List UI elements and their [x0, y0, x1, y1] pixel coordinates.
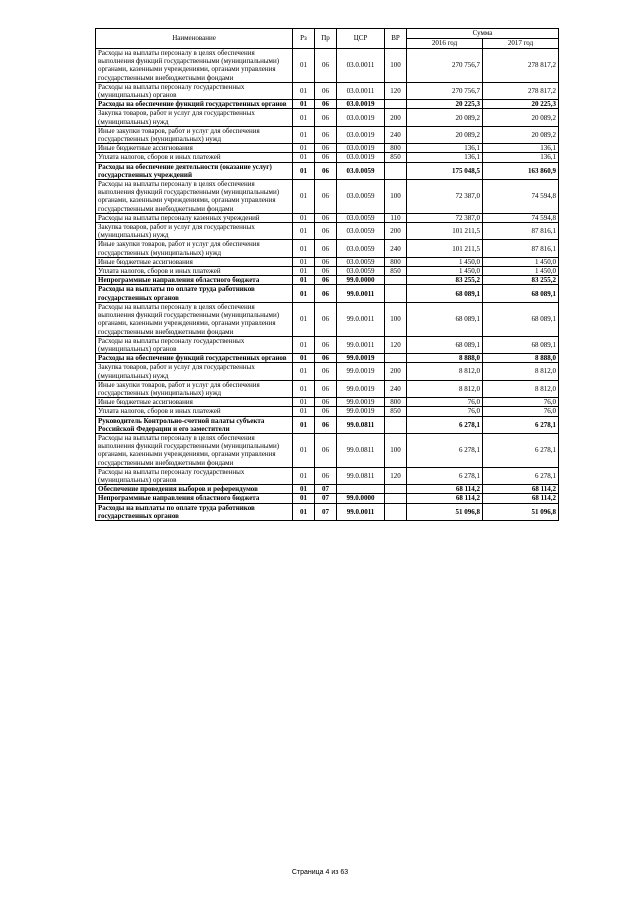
table-row — [96, 82, 559, 99]
row-pr: 06 — [315, 285, 337, 302]
row-rz: 01 — [293, 407, 315, 416]
row-rz: 01 — [293, 276, 315, 285]
row-rz: 01 — [293, 109, 315, 126]
row-csr: 03.0.0019 — [337, 126, 385, 143]
table-row — [96, 354, 559, 363]
row-vr: 240 — [385, 126, 407, 143]
row-rz: 01 — [293, 100, 315, 109]
table-header — [96, 29, 559, 49]
row-pr: 06 — [315, 82, 337, 99]
table-row — [96, 267, 559, 276]
row-sum-2017: 20 089,2 — [483, 109, 559, 126]
row-vr — [385, 494, 407, 503]
row-name: Иные закупки товаров, работ и услуг для обеспечения государственных (муниципальных) нужд — [96, 380, 293, 397]
row-csr: 03.0.0059 — [337, 223, 385, 240]
row-vr: 100 — [385, 49, 407, 83]
row-name: Расходы на выплаты персоналу в целях обеспечения выполнения функций государственными (муниципальными) органами, казенными учреждениями, органами управления государственными внебюджетными фондами — [96, 180, 293, 214]
header-year-2017: 2017 год — [483, 39, 559, 49]
row-rz: 01 — [293, 302, 315, 336]
row-sum-2017: 6 278,1 — [483, 416, 559, 433]
row-rz: 01 — [293, 49, 315, 83]
row-sum-2016: 8 812,0 — [407, 380, 483, 397]
row-csr: 99.0.0019 — [337, 363, 385, 380]
row-sum-2016: 72 387,0 — [407, 180, 483, 214]
row-name: Закупка товаров, работ и услуг для государственных (муниципальных) нужд — [96, 109, 293, 126]
row-csr: 99.0.0811 — [337, 416, 385, 433]
row-sum-2016: 101 211,5 — [407, 223, 483, 240]
row-pr: 06 — [315, 363, 337, 380]
row-pr: 06 — [315, 336, 337, 353]
row-vr — [385, 503, 407, 520]
row-sum-2017: 278 817,2 — [483, 82, 559, 99]
row-sum-2016: 20 089,2 — [407, 109, 483, 126]
row-pr: 06 — [315, 302, 337, 336]
row-sum-2017: 74 594,8 — [483, 213, 559, 222]
row-sum-2016: 72 387,0 — [407, 213, 483, 222]
row-pr: 06 — [315, 223, 337, 240]
row-pr: 06 — [315, 240, 337, 257]
row-csr: 99.0.0011 — [337, 285, 385, 302]
row-name: Расходы на обеспечение функций государственных органов — [96, 354, 293, 363]
table-row — [96, 240, 559, 257]
row-sum-2017: 278 817,2 — [483, 49, 559, 83]
header-name: Наименование — [96, 29, 293, 49]
row-pr: 06 — [315, 380, 337, 397]
row-pr: 06 — [315, 144, 337, 153]
row-name: Расходы на выплаты персоналу государственных (муниципальных) органов — [96, 336, 293, 353]
row-name: Обеспечение проведения выборов и референдумов — [96, 485, 293, 494]
row-csr: 99.0.0011 — [337, 503, 385, 520]
row-rz: 01 — [293, 503, 315, 520]
table-row — [96, 213, 559, 222]
table-row — [96, 180, 559, 214]
row-pr: 07 — [315, 503, 337, 520]
row-sum-2016: 68 114,2 — [407, 494, 483, 503]
row-csr: 03.0.0019 — [337, 144, 385, 153]
header-vr: ВР — [385, 29, 407, 49]
row-sum-2017: 163 860,9 — [483, 162, 559, 179]
table-row — [96, 109, 559, 126]
row-pr: 07 — [315, 485, 337, 494]
row-pr: 06 — [315, 276, 337, 285]
row-name: Непрограммные направления областного бюджета — [96, 276, 293, 285]
row-csr: 03.0.0059 — [337, 213, 385, 222]
row-sum-2016: 76,0 — [407, 398, 483, 407]
row-name: Уплата налогов, сборов и иных платежей — [96, 153, 293, 162]
row-csr: 03.0.0011 — [337, 49, 385, 83]
row-vr: 110 — [385, 213, 407, 222]
row-pr: 06 — [315, 109, 337, 126]
row-sum-2016: 6 278,1 — [407, 416, 483, 433]
row-sum-2017: 87 816,1 — [483, 223, 559, 240]
row-rz: 01 — [293, 162, 315, 179]
table-body — [96, 49, 559, 521]
row-pr: 06 — [315, 467, 337, 484]
row-name: Иные закупки товаров, работ и услуг для обеспечения государственных (муниципальных) нужд — [96, 240, 293, 257]
row-rz: 01 — [293, 485, 315, 494]
row-vr: 200 — [385, 363, 407, 380]
table-row — [96, 285, 559, 302]
row-csr: 99.0.0011 — [337, 336, 385, 353]
header-year-2016: 2016 год — [407, 39, 483, 49]
row-csr: 03.0.0019 — [337, 109, 385, 126]
row-vr: 800 — [385, 257, 407, 266]
row-sum-2017: 1 450,0 — [483, 267, 559, 276]
row-name: Расходы на обеспечение деятельности (оказание услуг) государственных учреждений — [96, 162, 293, 179]
table-row — [96, 276, 559, 285]
row-csr: 99.0.0019 — [337, 380, 385, 397]
row-sum-2016: 68 114,2 — [407, 485, 483, 494]
row-pr: 06 — [315, 407, 337, 416]
row-sum-2017: 76,0 — [483, 407, 559, 416]
row-rz: 01 — [293, 494, 315, 503]
row-vr: 240 — [385, 380, 407, 397]
table-row — [96, 126, 559, 143]
row-name: Непрограммные направления областного бюджета — [96, 494, 293, 503]
table-row — [96, 49, 559, 83]
row-name: Иные бюджетные ассигнования — [96, 398, 293, 407]
row-csr: 99.0.0019 — [337, 354, 385, 363]
table-row — [96, 144, 559, 153]
row-vr — [385, 416, 407, 433]
row-sum-2017: 136,1 — [483, 153, 559, 162]
row-vr: 200 — [385, 223, 407, 240]
row-name: Расходы на выплаты персоналу казенных учреждений — [96, 213, 293, 222]
row-name: Уплата налогов, сборов и иных платежей — [96, 407, 293, 416]
row-rz: 01 — [293, 467, 315, 484]
row-sum-2016: 68 089,1 — [407, 302, 483, 336]
row-rz: 01 — [293, 257, 315, 266]
row-csr: 03.0.0059 — [337, 257, 385, 266]
row-name: Иные бюджетные ассигнования — [96, 257, 293, 266]
table-row — [96, 380, 559, 397]
header-row-top — [96, 29, 559, 39]
row-name: Расходы на выплаты по оплате труда работников государственных органов — [96, 503, 293, 520]
row-sum-2016: 8 812,0 — [407, 363, 483, 380]
row-rz: 01 — [293, 126, 315, 143]
row-pr: 06 — [315, 354, 337, 363]
row-sum-2017: 8 812,0 — [483, 380, 559, 397]
row-name: Расходы на выплаты персоналу государственных (муниципальных) органов — [96, 467, 293, 484]
row-pr: 06 — [315, 398, 337, 407]
row-pr: 06 — [315, 100, 337, 109]
row-vr: 240 — [385, 240, 407, 257]
row-sum-2016: 101 211,5 — [407, 240, 483, 257]
row-name: Закупка товаров, работ и услуг для государственных (муниципальных) нужд — [96, 363, 293, 380]
table-row — [96, 257, 559, 266]
row-csr: 03.0.0059 — [337, 240, 385, 257]
table-row — [96, 407, 559, 416]
row-vr — [385, 485, 407, 494]
table-row — [96, 416, 559, 433]
row-pr: 06 — [315, 49, 337, 83]
row-csr: 03.0.0059 — [337, 267, 385, 276]
row-name: Иные закупки товаров, работ и услуг для обеспечения государственных (муниципальных) нужд — [96, 126, 293, 143]
table-row — [96, 398, 559, 407]
row-sum-2017: 8 812,0 — [483, 363, 559, 380]
row-name: Руководитель Контрольно-счетной палаты субъекта Российской Федерации и его заместители — [96, 416, 293, 433]
row-rz: 01 — [293, 380, 315, 397]
row-sum-2017: 136,1 — [483, 144, 559, 153]
row-sum-2016: 20 089,2 — [407, 126, 483, 143]
row-sum-2017: 20 225,3 — [483, 100, 559, 109]
row-sum-2017: 1 450,0 — [483, 257, 559, 266]
row-csr: 03.0.0019 — [337, 100, 385, 109]
row-sum-2016: 6 278,1 — [407, 433, 483, 467]
row-sum-2016: 136,1 — [407, 144, 483, 153]
row-sum-2017: 8 888,0 — [483, 354, 559, 363]
row-sum-2017: 6 278,1 — [483, 433, 559, 467]
row-vr — [385, 276, 407, 285]
row-sum-2017: 74 594,8 — [483, 180, 559, 214]
row-csr: 99.0.0000 — [337, 494, 385, 503]
row-rz: 01 — [293, 82, 315, 99]
row-vr: 200 — [385, 109, 407, 126]
table-row — [96, 153, 559, 162]
row-name: Уплата налогов, сборов и иных платежей — [96, 267, 293, 276]
row-vr: 100 — [385, 302, 407, 336]
row-rz: 01 — [293, 223, 315, 240]
row-pr: 07 — [315, 494, 337, 503]
row-name: Расходы на выплаты персоналу в целях обеспечения выполнения функций государственными (муниципальными) органами, казенными учреждениями, органами управления государственными внебюджетными фондами — [96, 49, 293, 83]
row-name: Расходы на выплаты персоналу в целях обеспечения выполнения функций государственными (муниципальными) органами, казенными учреждениями, органами управления государственными внебюджетными фондами — [96, 433, 293, 467]
row-vr: 120 — [385, 467, 407, 484]
row-rz: 01 — [293, 285, 315, 302]
row-rz: 01 — [293, 153, 315, 162]
row-vr: 100 — [385, 180, 407, 214]
row-sum-2016: 1 450,0 — [407, 267, 483, 276]
row-sum-2017: 20 089,2 — [483, 126, 559, 143]
row-sum-2016: 83 255,2 — [407, 276, 483, 285]
row-name: Расходы на выплаты по оплате труда работников государственных органов — [96, 285, 293, 302]
row-sum-2016: 270 756,7 — [407, 82, 483, 99]
row-vr: 800 — [385, 144, 407, 153]
row-csr: 99.0.0011 — [337, 302, 385, 336]
row-sum-2017: 68 089,1 — [483, 285, 559, 302]
row-sum-2016: 20 225,3 — [407, 100, 483, 109]
row-rz: 01 — [293, 267, 315, 276]
row-rz: 01 — [293, 144, 315, 153]
budget-table — [95, 28, 559, 521]
row-sum-2017: 87 816,1 — [483, 240, 559, 257]
row-pr: 06 — [315, 162, 337, 179]
header-sum: Сумма — [407, 29, 559, 39]
row-rz: 01 — [293, 336, 315, 353]
row-pr: 06 — [315, 180, 337, 214]
row-sum-2017: 68 114,2 — [483, 485, 559, 494]
row-sum-2016: 6 278,1 — [407, 467, 483, 484]
row-sum-2016: 51 096,8 — [407, 503, 483, 520]
table-row — [96, 100, 559, 109]
row-rz: 01 — [293, 398, 315, 407]
row-csr: 03.0.0011 — [337, 82, 385, 99]
row-pr: 06 — [315, 153, 337, 162]
row-vr — [385, 162, 407, 179]
row-vr: 120 — [385, 336, 407, 353]
row-pr: 06 — [315, 416, 337, 433]
row-rz: 01 — [293, 363, 315, 380]
row-sum-2016: 175 048,5 — [407, 162, 483, 179]
row-rz: 01 — [293, 433, 315, 467]
row-vr: 100 — [385, 433, 407, 467]
row-name: Расходы на обеспечение функций государственных органов — [96, 100, 293, 109]
row-csr: 99.0.0811 — [337, 433, 385, 467]
row-vr: 120 — [385, 82, 407, 99]
row-pr: 06 — [315, 267, 337, 276]
table-row — [96, 467, 559, 484]
row-sum-2016: 8 888,0 — [407, 354, 483, 363]
row-vr: 850 — [385, 153, 407, 162]
table-row — [96, 302, 559, 336]
row-rz: 01 — [293, 213, 315, 222]
row-rz: 01 — [293, 354, 315, 363]
row-sum-2017: 68 114,2 — [483, 494, 559, 503]
row-sum-2016: 136,1 — [407, 153, 483, 162]
row-csr: 03.0.0019 — [337, 153, 385, 162]
row-pr: 06 — [315, 126, 337, 143]
table-row — [96, 503, 559, 520]
header-pr: Пр — [315, 29, 337, 49]
page-number: Страница 4 из 63 — [291, 869, 349, 876]
row-sum-2017: 68 089,1 — [483, 302, 559, 336]
row-csr — [337, 485, 385, 494]
row-rz: 01 — [293, 416, 315, 433]
header-csr: ЦСР — [337, 29, 385, 49]
row-name: Закупка товаров, работ и услуг для государственных (муниципальных) нужд — [96, 223, 293, 240]
row-vr — [385, 100, 407, 109]
table-row — [96, 433, 559, 467]
row-rz: 01 — [293, 180, 315, 214]
row-pr: 06 — [315, 257, 337, 266]
row-sum-2016: 68 089,1 — [407, 336, 483, 353]
row-pr: 06 — [315, 433, 337, 467]
row-vr: 850 — [385, 267, 407, 276]
row-csr: 99.0.0019 — [337, 407, 385, 416]
row-sum-2016: 270 756,7 — [407, 49, 483, 83]
row-sum-2017: 83 255,2 — [483, 276, 559, 285]
row-sum-2017: 76,0 — [483, 398, 559, 407]
table-row — [96, 485, 559, 494]
row-vr: 800 — [385, 398, 407, 407]
row-csr: 99.0.0019 — [337, 398, 385, 407]
table-row — [96, 162, 559, 179]
row-csr: 03.0.0059 — [337, 180, 385, 214]
row-sum-2016: 76,0 — [407, 407, 483, 416]
row-sum-2017: 6 278,1 — [483, 467, 559, 484]
table-row — [96, 336, 559, 353]
row-vr — [385, 285, 407, 302]
header-rz: Рз — [293, 29, 315, 49]
table-row — [96, 223, 559, 240]
table-row — [96, 494, 559, 503]
row-name: Иные бюджетные ассигнования — [96, 144, 293, 153]
row-rz: 01 — [293, 240, 315, 257]
row-csr: 99.0.0811 — [337, 467, 385, 484]
row-pr: 06 — [315, 213, 337, 222]
row-sum-2017: 68 089,1 — [483, 336, 559, 353]
row-vr — [385, 354, 407, 363]
row-name: Расходы на выплаты персоналу в целях обеспечения выполнения функций государственными (муниципальными) органами, казенными учреждениями, органами управления государственными внебюджетными фондами — [96, 302, 293, 336]
table-row — [96, 363, 559, 380]
row-csr: 99.0.0000 — [337, 276, 385, 285]
row-sum-2016: 68 089,1 — [407, 285, 483, 302]
row-vr: 850 — [385, 407, 407, 416]
row-csr: 03.0.0059 — [337, 162, 385, 179]
row-name: Расходы на выплаты персоналу государственных (муниципальных) органов — [96, 82, 293, 99]
row-sum-2017: 51 096,8 — [483, 503, 559, 520]
row-sum-2016: 1 450,0 — [407, 257, 483, 266]
